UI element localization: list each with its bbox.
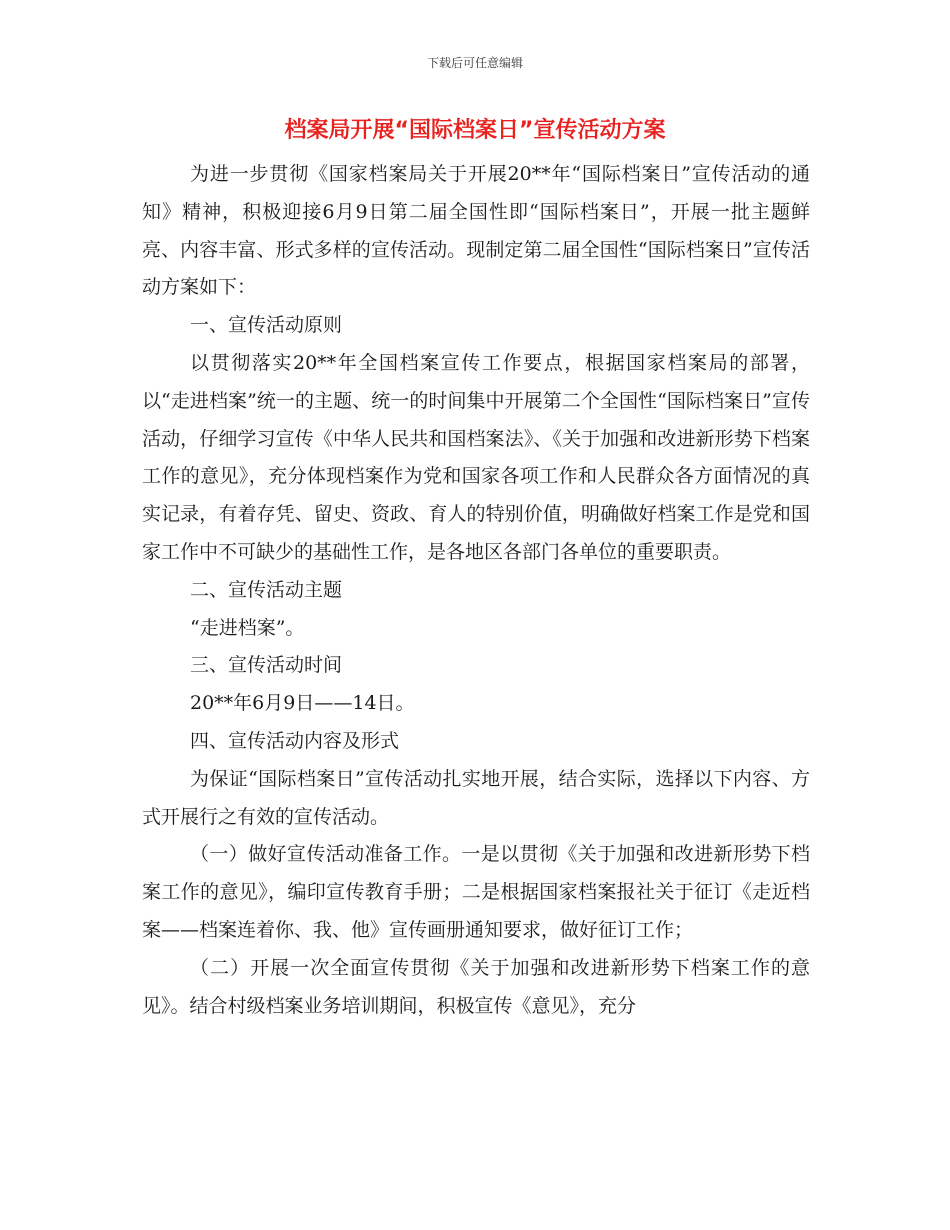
- section-heading-4: 四、宣传活动内容及形式: [190, 729, 400, 752]
- document-title: 档案局开展“国际档案日”宣传活动方案: [284, 118, 666, 143]
- section-heading-2: 二、宣传活动主题: [190, 578, 343, 601]
- principle-paragraph: 以贯彻落实20**年全国档案宣传工作要点，根据国家档案局的部署，以“走进档案”统一的主题、统一的时间集中开展第二个全国性“国际档案日”宣传活动，仔细学习宣传《中华人民共和国档案法》、《关于加强和改进新形势下档案工作的意见》，充分体现档案作为党和国家各项工作和人民群众各方面情况的真实记录，有着存凭、留史、资政、育人的特别价值，明确做好档案工作是党和国家工作中不可缺少的基础性工作，是各地区各部门各单位的重要职责。: [142, 351, 810, 563]
- theme-paragraph: “走进档案”。: [190, 616, 305, 639]
- section-heading-1: 一、宣传活动原则: [190, 314, 343, 337]
- item-1-paragraph: （一）做好宣传活动准备工作。一是以贯彻《关于加强和改进新形势下档案工作的意见》，编印宣传教育手册；二是根据国家档案报社关于征订《走近档案——档案连着你、我、他》宣传画册通知要求，做好征订工作；: [142, 843, 810, 941]
- time-paragraph: 20**年6月9日——14日。: [190, 692, 415, 715]
- page-header-note: 下载后可任意编辑: [426, 56, 523, 70]
- content-intro-paragraph: 为保证“国际档案日”宣传活动扎实地开展，结合实际，选择以下内容、方式开展行之有效的宣传活动。: [142, 767, 810, 828]
- intro-paragraph: 为进一步贯彻《国家档案局关于开展20**年“国际档案日”宣传活动的通知》精神，积极迎接6月9日第二届全国性即“国际档案日”，开展一批主题鲜亮、内容丰富、形式多样的宣传活动。现制定第二届全国性“国际档案日”宣传活动方案如下：: [142, 163, 810, 299]
- item-2-paragraph: （二）开展一次全面宣传贯彻《关于加强和改进新形势下档案工作的意见》。结合村级档案业务培训期间，积极宣传《意见》，充分: [142, 956, 810, 1017]
- section-heading-3: 三、宣传活动时间: [190, 654, 343, 677]
- document-body: [142, 156, 810, 1025]
